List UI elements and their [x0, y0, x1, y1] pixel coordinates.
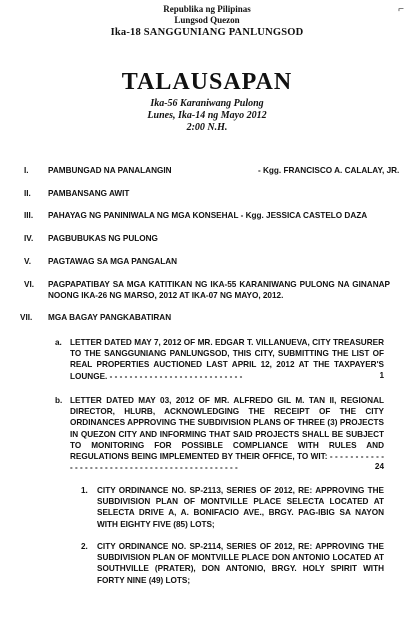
agenda-number: V.: [24, 257, 31, 266]
info-item-text: LETTER DATED MAY 7, 2012 OF MR. EDGAR T. VILLANUEVA, CITY TREASURER TO THE SANGGUNIANG PANLUNGSOD, THIS CITY, SUBMITTING THE LIST OF REAL PROPERTIES AUCTIONED LAST APRIL 12, 2012 AT THE TAXPAYER'S LOUNGE. - - - - - - - - - - - - - - - - - - - - - - - - - - -: [70, 338, 384, 381]
agenda-text: PAHAYAG NG PANINIWALA NG MGA KONSEHAL - Kgg. JESSICA CASTELO DAZA: [48, 211, 368, 220]
ordinance-number: 2.: [81, 542, 88, 551]
corner-mark: ⌐: [398, 4, 404, 15]
agenda-number: VI.: [24, 280, 35, 289]
agenda-number: IV.: [24, 234, 34, 243]
agenda-text: PAMBANSANG AWIT: [48, 189, 130, 198]
info-item-text: LETTER DATED MAY 03, 2012 OF MR. ALFREDO GIL M. TAN II, REGIONAL DIRECTOR, HLURB, ACKNOWLEDGING THE RECEIPT OF THE CITY ORDINANCES APPROVING THE SUBDIVISION PLANS OF THREE (3) PROJECTS IN QUEZON CITY AND INFORMING THAT SAID PROJECTS SHALL BE SUBJECT TO MONITORING FOR POSSIBLE COMPLIANCE WITH RULES AND REGULATIONS BEING IMPLEMENTED BY THEIR OFFICE, TO WIT: - - - - - - - - - - - - - - - - - - - - - - - - - - - - - - - - - - - - - - - - - - - - -: [70, 396, 384, 473]
session-date: Lunes, Ika-14 ng Mayo 2012: [147, 110, 267, 121]
document-title: TALAUSAPAN: [121, 69, 293, 95]
info-item-letter: a.: [55, 338, 62, 347]
header-council: Ika-18 SANGGUNIANG PANLUNGSOD: [110, 27, 304, 38]
info-item-page: 1: [379, 371, 384, 380]
agenda-number: I.: [24, 166, 29, 175]
agenda-number: III.: [24, 211, 34, 220]
header-republic: Republika ng Pilipinas: [163, 4, 251, 14]
info-item-page: 24: [374, 462, 384, 471]
session-time: 2:00 N.H.: [186, 122, 228, 133]
agenda-text: PAGBUBUKAS NG PULONG: [48, 234, 158, 243]
agenda-text: PAGTAWAG SA MGA PANGALAN: [48, 257, 178, 266]
agenda-presenter: - Kgg. FRANCISCO A. CALALAY, JR.: [258, 166, 400, 175]
info-item: [55, 337, 384, 382]
agenda-text: MGA BAGAY PANGKABATIRAN: [48, 313, 172, 322]
agenda-text: PAGPAPATIBAY SA MGA KATITIKAN NG IKA-55 KARANIWANG PULONG NA GINANAP NOONG IKA-26 NG MARSO, 2012 AT IKA-07 NG MAYO, 2012.: [48, 280, 390, 300]
ordinance-item: [81, 485, 384, 530]
session-label: Ika-56 Karaniwang Pulong: [150, 98, 264, 109]
agenda-number: II.: [24, 189, 31, 198]
agenda-text: PAMBUNGAD NA PANALANGIN: [48, 166, 172, 175]
ordinance-text: CITY ORDINANCE NO. SP-2114, SERIES OF 2012, RE: APPROVING THE SUBDIVISION PLAN OF MONTVILLE PLACE DON ANTONIO LOCATED AT SOUTHVILLE (PRATER), DON ANTONIO, BRGY. HOLY SPIRIT WITH FORTY NINE (49) LOTS;: [97, 542, 384, 585]
info-item-letter: b.: [55, 396, 63, 405]
agenda-number: VII.: [20, 313, 33, 322]
header-city: Lungsod Quezon: [174, 15, 240, 25]
agenda-item: [0, 279, 414, 303]
ordinance-number: 1.: [81, 486, 88, 495]
ordinance-item: [81, 541, 384, 586]
info-item: [55, 395, 384, 473]
document-header: [0, 4, 414, 134]
ordinance-text: CITY ORDINANCE NO. SP-2113, SERIES OF 2012, RE: APPROVING THE SUBDIVISION PLAN OF MONTVILLE PLACE SELECTA LOCATED AT SELECTA DRIVE A, A. BONIFACIO AVE., BRGY. PAG-IBIG SA NAYON WITH EIGHTY FIVE (85) LOTS;: [97, 486, 384, 529]
